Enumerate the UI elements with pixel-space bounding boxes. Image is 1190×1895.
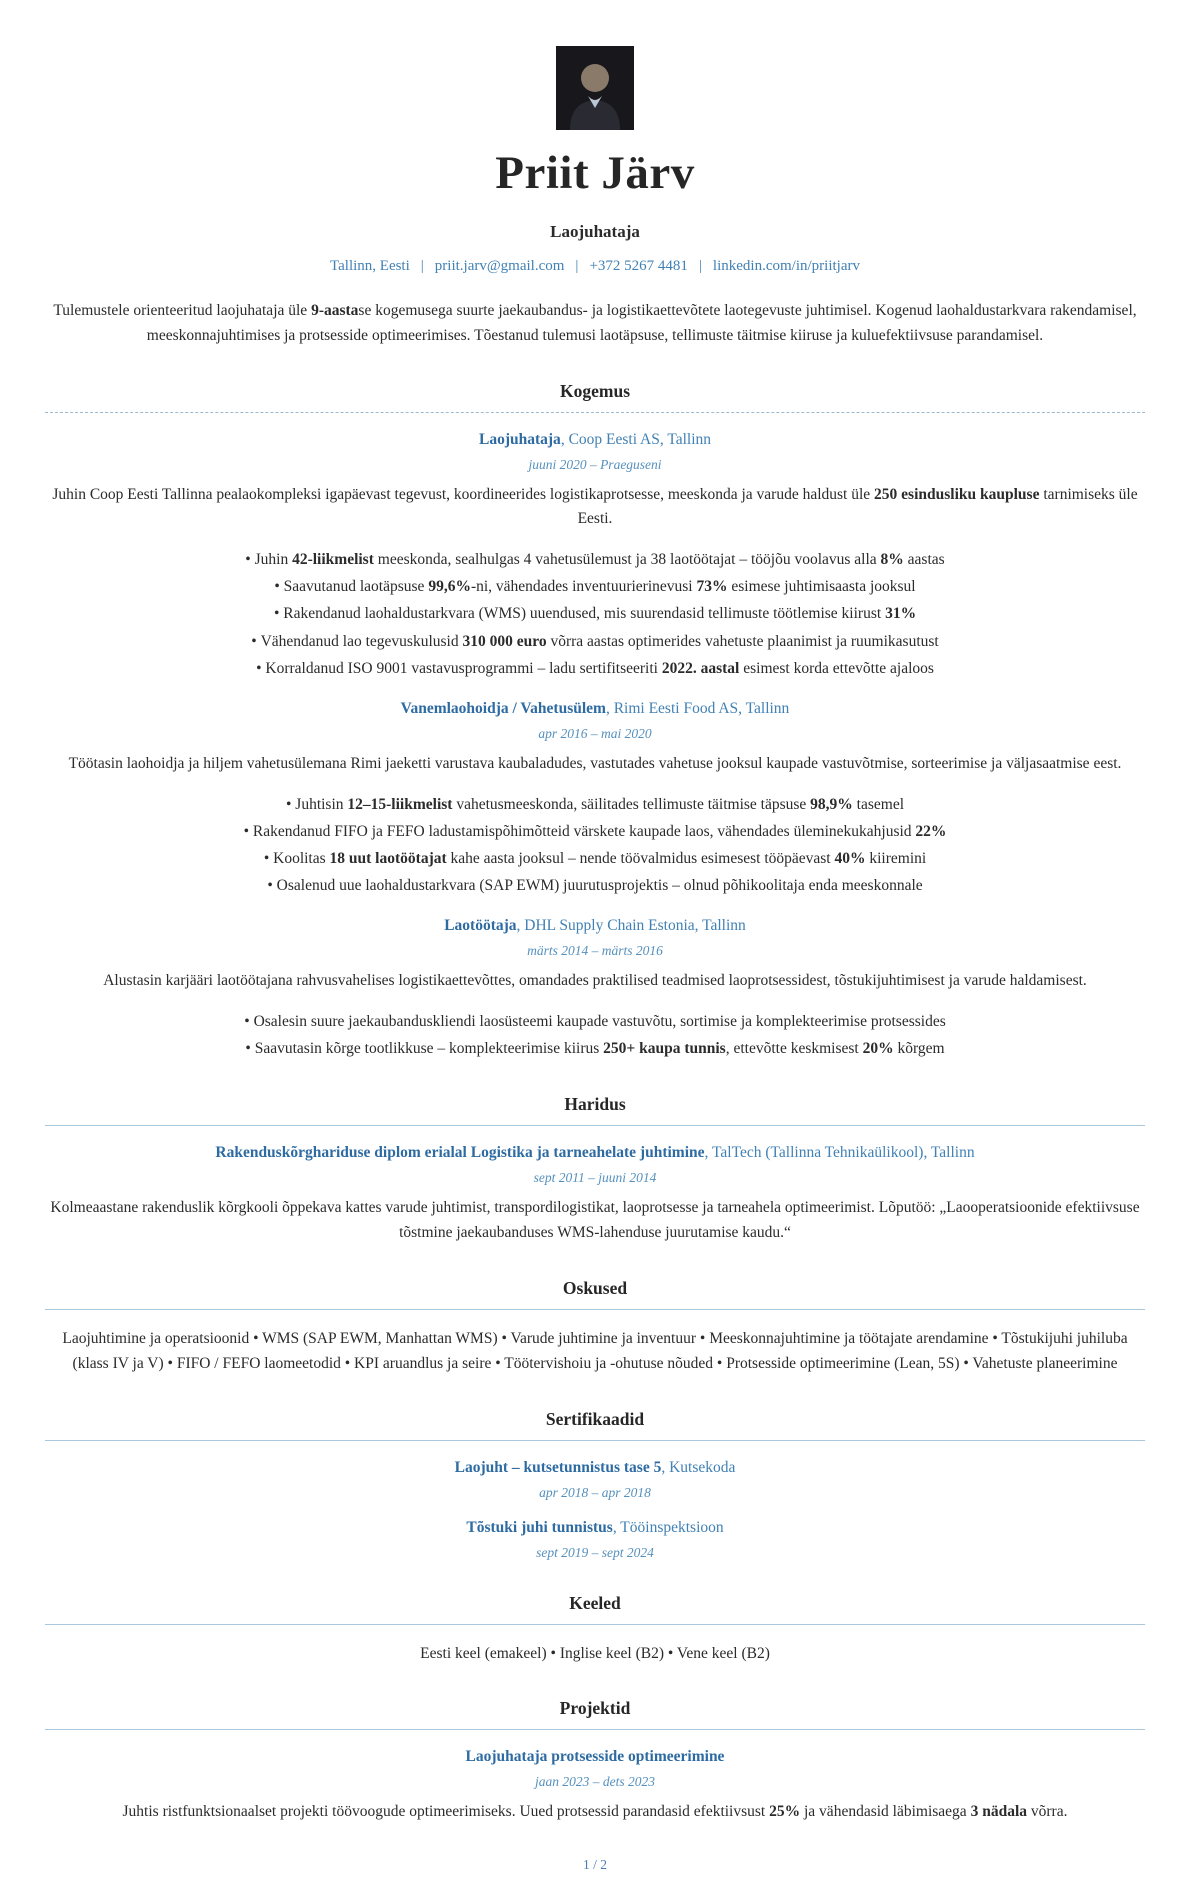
job-bullet: • Saavutanud laotäpsuse 99,6%-ni, vähendades inventuurierinevusi 73% esimese juhtimisaasta jooksul	[45, 573, 1145, 600]
job-bullet-list	[45, 1008, 1145, 1062]
project-entry	[45, 1748, 1145, 1825]
person-name: Priit Järv	[495, 147, 695, 199]
job-description: Töötasin laohoidja ja hiljem vahetusülemana Rimi jaeketti varustava kaubaladudes, vastutades vahetuse jooksul kaupade vastuvõtmise, sorteerimise ja väljasaatmise eest.	[68, 754, 1122, 772]
job-bullet-list	[45, 546, 1145, 682]
education-title-line	[45, 1144, 1145, 1162]
job-bullet: • Juhtisin 12–15-liikmelist vahetusmeeskonda, säilitades tellimuste täitmise täpsuse 98,9% tasemel	[45, 791, 1145, 818]
person-silhouette-icon	[556, 46, 634, 130]
contact-phone-link[interactable]: +372 5267 4481	[589, 258, 688, 274]
section-heading-projects: Projektid	[559, 1698, 631, 1719]
section-heading-certifications: Sertifikaadid	[545, 1408, 645, 1429]
education-dates: sept 2011 – juuni 2014	[533, 1170, 657, 1186]
job-title: Laotöötaja	[444, 917, 517, 935]
job-dates: apr 2016 – mai 2020	[538, 725, 652, 741]
person-role: Laojuhataja	[550, 222, 640, 241]
page-indicator: 1 / 2	[582, 1857, 607, 1873]
certification-dates: apr 2018 – apr 2018	[539, 1484, 651, 1500]
job-title-line	[45, 431, 1145, 449]
job-title: Vanemlaohoidja / Vahetusülem	[400, 699, 606, 717]
job-bullet: • Rakendanud FIFO ja FEFO ladustamispõhimõtteid värskete kaupade laos, vähendades üleminekukahjusid 22%	[45, 818, 1145, 845]
job-bullet: • Koolitas 18 uut laotöötajat kahe aasta jooksul – nende töövalmidus esimesest tööpäevast 40% kiiremini	[45, 845, 1145, 872]
job-org: , DHL Supply Chain Estonia, Tallinn	[516, 917, 746, 935]
education-degree: Rakenduskõrghariduse diplom erialal Logistika ja tarneahelate juhtimine	[215, 1144, 705, 1162]
contact-separator: |	[575, 258, 579, 274]
section-heading-languages: Keeled	[569, 1592, 621, 1613]
project-title-line	[45, 1748, 1145, 1766]
section-divider	[45, 1624, 1145, 1625]
job-bullet: • Rakendanud laohaldustarkvara (WMS) uuendused, mis suurendasid tellimuste töötlemise kiirust 31%	[45, 600, 1145, 627]
certification-entry	[45, 1459, 1145, 1501]
job-bullet-list	[45, 791, 1145, 900]
certification-title-line	[45, 1519, 1145, 1537]
contact-location: Tallinn, Eesti	[330, 258, 410, 274]
certification-title-line	[45, 1459, 1145, 1477]
project-description: Juhtis ristfunktsionaalset projekti töövoogude optimeerimiseks. Uued protsessid parandasid efektiivsust 25% ja vähendasid läbimisaega 3 nädala võrra.	[122, 1803, 1068, 1821]
languages-list: Eesti keel (emakeel) • Inglise keel (B2) • Vene keel (B2)	[420, 1644, 770, 1662]
section-divider	[45, 1729, 1145, 1730]
project-name: Laojuhataja protsesside optimeerimine	[465, 1748, 725, 1766]
job-bullet: • Juhin 42-liikmelist meeskonda, sealhulgas 4 vahetusülemust ja 38 laotöötajat – tööjõu voolavus alla 8% aastas	[45, 546, 1145, 573]
job-description: Juhin Coop Eesti Tallinna pealaokompleksi igapäevast tegevust, koordineerides logistikaprotsesse, meeskonda ja varude haldust üle 250 esindusliku kaupluse tarnimiseks üle Eesti.	[52, 485, 1138, 528]
section-divider	[45, 1440, 1145, 1441]
contact-separator: |	[420, 258, 424, 274]
section-divider	[45, 412, 1145, 413]
education-description: Kolmeaastane rakenduslik kõrgkooli õppekava kattes varude juhtimist, transpordilogistikat, laoprotsesse ja tarneahela optimeerimist. Lõputöö: „Laooperatsioonide efektiivsuse tõstmine jaekaubanduses WMS-lahenduse juurutamise kaudu.“	[50, 1199, 1140, 1241]
experience-entry	[45, 917, 1145, 1062]
contact-line	[45, 258, 1145, 275]
certification-org: , Tööinspektsioon	[612, 1518, 724, 1536]
certification-name: Laojuht – kutsetunnistus tase 5	[454, 1458, 662, 1476]
experience-entry	[45, 431, 1145, 682]
job-dates: juuni 2020 – Praeguseni	[528, 456, 662, 472]
certification-name: Tõstuki juhi tunnistus	[466, 1518, 613, 1536]
profile-photo	[556, 46, 634, 130]
job-bullet: • Osalenud uue laohaldustarkvara (SAP EWM) juurutusprojektis – olnud põhikoolitaja enda meeskonnale	[45, 872, 1145, 899]
section-heading-skills: Oskused	[562, 1277, 628, 1298]
experience-entry	[45, 700, 1145, 899]
job-org: , Rimi Eesti Food AS, Tallinn	[605, 699, 790, 717]
contact-separator: |	[698, 258, 702, 274]
section-heading-education: Haridus	[564, 1094, 626, 1115]
job-bullet: • Osalesin suure jaekaubanduskliendi laosüsteemi kaupade vastuvõtu, sortimise ja komplekteerimise protsessides	[45, 1008, 1145, 1035]
job-title-line	[45, 700, 1145, 718]
certification-dates: sept 2019 – sept 2024	[536, 1544, 654, 1560]
certification-org: , Kutsekoda	[661, 1458, 736, 1476]
job-org: , Coop Eesti AS, Tallinn	[560, 430, 712, 448]
contact-linkedin-link[interactable]: linkedin.com/in/priitjarv	[712, 258, 860, 274]
job-bullet: • Saavutasin kõrge tootlikkuse – komplekteerimise kiirus 250+ kaupa tunnis, ettevõtte keskmisest 20% kõrgem	[45, 1035, 1145, 1062]
education-school: , TalTech (Tallinna Tehnikaülikool), Tallinn	[704, 1144, 975, 1162]
education-entry	[45, 1144, 1145, 1246]
job-title-line	[45, 917, 1145, 935]
skills-list: Laojuhtimine ja operatsioonid • WMS (SAP EWM, Manhattan WMS) • Varude juhtimine ja inventuur • Meeskonnajuhtimine ja töötajate arendamine • Tõstukijuhi juhiluba (klass IV ja V) • FIFO / FEFO laomeetodid • KPI aruandlus ja seire • Töötervishoiu ja -ohutuse nõuded • Protsesside optimeerimine (Lean, 5S) • Vahetuste planeerimine	[62, 1329, 1128, 1373]
job-description: Alustasin karjääri laotöötajana rahvusvahelises logistikaettevõttes, omandades praktilised teadmised laoprotsessidest, tõstukijuhtimisest ja varude haldamisest.	[103, 972, 1087, 990]
job-dates: märts 2014 – märts 2016	[527, 943, 663, 959]
summary-paragraph: Tulemustele orienteeritud laojuhataja üle 9-aastase kogemusega suurte jaekaubandus- ja logistikaettevõtete laotegevuste juhtimisel. Kogenud laohaldustarkvara rakendamisel, meeskonnajuhtimises ja protsesside optimeerimises. Tõestanud tulemusi laotäpsuse, tellimuste täitmise kiiruse ja kuluefektiivsuse parandamisel.	[53, 302, 1137, 344]
contact-email-link[interactable]: priit.jarv@gmail.com	[434, 258, 565, 274]
section-divider	[45, 1309, 1145, 1310]
project-dates: jaan 2023 – dets 2023	[535, 1774, 655, 1790]
section-divider	[45, 1125, 1145, 1126]
job-bullet: • Vähendanud lao tegevuskulusid 310 000 euro võrra aastas optimerides vahetuste plaanimist ja ruumikasutust	[45, 628, 1145, 655]
section-heading-experience: Kogemus	[560, 380, 630, 401]
job-title: Laojuhataja	[478, 430, 561, 448]
certification-entry	[45, 1519, 1145, 1561]
job-bullet: • Korraldanud ISO 9001 vastavusprogrammi – ladu sertifitseeriti 2022. aastal esimest korda ettevõtte ajaloos	[45, 655, 1145, 682]
